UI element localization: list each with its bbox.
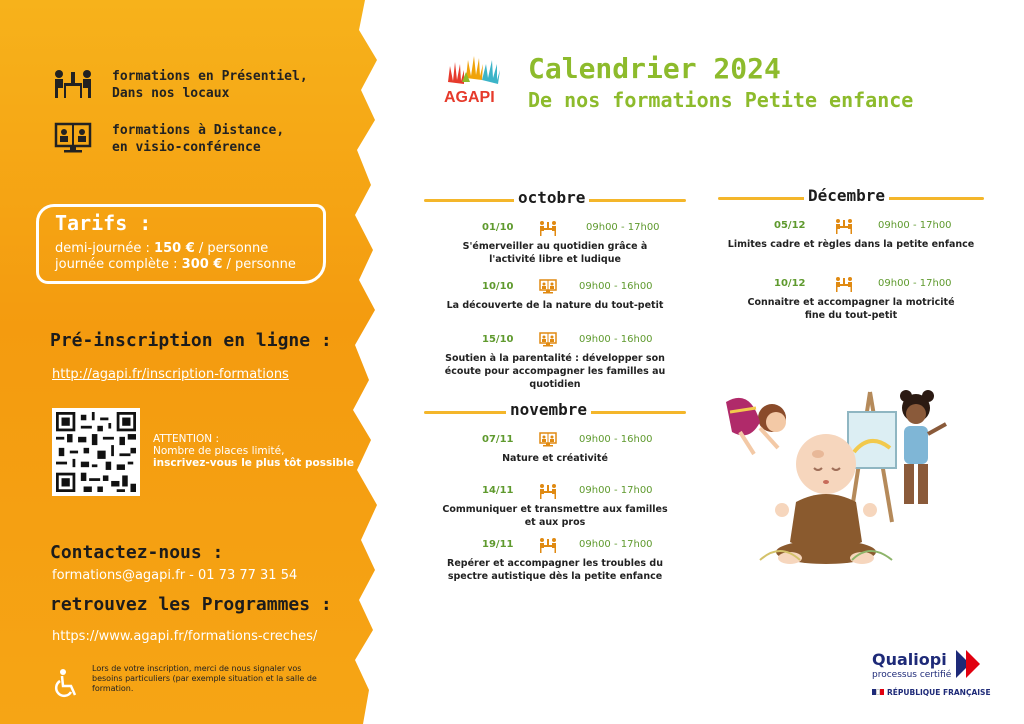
event-time: 09h00 - 17h00 <box>586 222 660 233</box>
tarif-half-day <box>55 241 268 257</box>
legend-distance <box>52 122 284 156</box>
month-october-header <box>424 188 686 210</box>
presentiel-icon <box>538 220 558 236</box>
event-time: 09h00 - 17h00 <box>579 485 653 496</box>
legend-presentiel-line2: Dans nos locaux <box>112 86 230 101</box>
event-dec-10 <box>718 276 984 326</box>
republique-francaise-label: RÉPUBLIQUE FRANÇAISE <box>887 688 991 697</box>
event-description: S'émerveiller au quotidien grâce à l'activité libre et ludique <box>462 241 648 265</box>
agapi-logo <box>440 52 512 108</box>
event-description: Soutien à la parentalité : développer son écoute pour accompagner les familles au quotidien <box>444 353 666 390</box>
month-december-label: Décembre <box>804 186 889 205</box>
event-date: 14/11 <box>482 485 514 496</box>
event-date: 01/10 <box>482 222 514 233</box>
month-november-header <box>424 400 686 422</box>
attention-title: ATTENTION : <box>153 433 220 445</box>
attention-notice <box>153 433 354 469</box>
tarif-full-day-price: 300 € <box>181 257 223 272</box>
event-time: 09h00 - 16h00 <box>579 334 653 345</box>
republique-francaise <box>872 688 991 697</box>
attention-line2: inscrivez-vous le plus tôt possible <box>153 457 355 469</box>
event-description: Communiquer et transmettre aux familles et aux pros <box>442 504 668 528</box>
presentiel-icon <box>834 276 854 292</box>
event-oct-10 <box>424 279 686 319</box>
wheelchair-icon <box>52 668 80 700</box>
classroom-icon <box>52 68 94 100</box>
event-date: 05/12 <box>774 220 806 231</box>
event-description: Repérer et accompagner les troubles du spectre autistique dès la petite enfance <box>447 558 663 582</box>
legend-distance-line1: formations à Distance, <box>112 123 285 138</box>
contact-heading: Contactez-nous : <box>50 542 224 563</box>
qualiopi-certification <box>872 650 992 706</box>
torn-paper-edge <box>325 0 425 724</box>
qualiopi-name: Qualiopi <box>872 650 947 669</box>
month-december-header <box>718 186 984 208</box>
legend-presentiel <box>52 68 308 102</box>
month-october-label: octobre <box>514 188 589 207</box>
tarif-half-day-unit: / personne <box>194 241 269 256</box>
event-date: 10/12 <box>774 278 806 289</box>
tarif-full-day-label: journée complète : <box>55 257 182 272</box>
event-description: Limites cadre et règles dans la petite enfance <box>727 239 975 250</box>
event-nov-19 <box>424 537 686 587</box>
event-description: La découverte de la nature du tout-petit <box>446 300 664 311</box>
presentiel-icon <box>834 218 854 234</box>
event-date: 10/10 <box>482 281 514 292</box>
event-nov-14 <box>424 483 686 533</box>
programmes-heading: retrouvez les Programmes : <box>50 594 332 615</box>
distance-icon <box>538 279 558 295</box>
legend-distance-line2: en visio-conférence <box>112 140 261 155</box>
event-oct-01 <box>424 220 686 270</box>
distance-icon <box>538 432 558 448</box>
attention-line1: Nombre de places limité, <box>153 445 285 457</box>
calendar-subtitle: De nos formations Petite enfance <box>528 88 914 112</box>
event-date: 07/11 <box>482 434 514 445</box>
qualiopi-subtitle: processus certifié <box>872 670 952 680</box>
tarif-half-day-label: demi-journée : <box>55 241 155 256</box>
presentiel-icon <box>538 537 558 553</box>
event-time: 09h00 - 17h00 <box>878 278 952 289</box>
event-description: Connaitre et accompagner la motricité fine du tout-petit <box>747 297 955 321</box>
tarif-full-day-unit: / personne <box>222 257 296 272</box>
accessibility-note: Lors de votre inscription, merci de nous signaler vos besoins particuliers (par exemple situation et la salle de formation. <box>92 664 317 693</box>
tarifs-box <box>36 204 326 284</box>
legend-presentiel-line1: formations en Présentiel, <box>112 69 308 84</box>
event-dec-05 <box>718 218 984 258</box>
event-description: Nature et créativité <box>502 453 608 464</box>
event-time: 09h00 - 17h00 <box>579 539 653 550</box>
event-nov-07 <box>424 432 686 472</box>
distance-icon <box>538 332 558 348</box>
svg-text:AGAPI: AGAPI <box>444 89 495 106</box>
legend-distance-text <box>112 122 284 156</box>
video-conference-icon <box>52 122 94 154</box>
presentiel-icon <box>538 483 558 499</box>
qr-code[interactable] <box>52 408 140 496</box>
programmes-link[interactable]: https://www.agapi.fr/formations-creches/ <box>52 629 318 644</box>
qualiopi-arrow-icon <box>956 650 988 678</box>
event-time: 09h00 - 16h00 <box>579 434 653 445</box>
tarif-full-day <box>55 257 296 273</box>
event-date: 19/11 <box>482 539 514 550</box>
event-time: 09h00 - 17h00 <box>878 220 952 231</box>
legend-presentiel-text <box>112 68 308 102</box>
contact-details[interactable]: formations@agapi.fr - 01 73 77 31 54 <box>52 568 298 583</box>
event-oct-15 <box>424 332 686 390</box>
children-illustration <box>720 382 960 572</box>
preinscription-heading: Pré-inscription en ligne : <box>50 330 332 351</box>
preinscription-link[interactable]: http://agapi.fr/inscription-formations <box>52 367 289 382</box>
calendar-title: Calendrier 2024 <box>528 52 781 85</box>
month-november-label: novembre <box>506 400 591 419</box>
left-info-panel <box>0 0 420 724</box>
event-date: 15/10 <box>482 334 514 345</box>
tarifs-title: Tarifs : <box>55 211 152 235</box>
tarif-half-day-price: 150 € <box>154 241 195 256</box>
event-time: 09h00 - 16h00 <box>579 281 653 292</box>
